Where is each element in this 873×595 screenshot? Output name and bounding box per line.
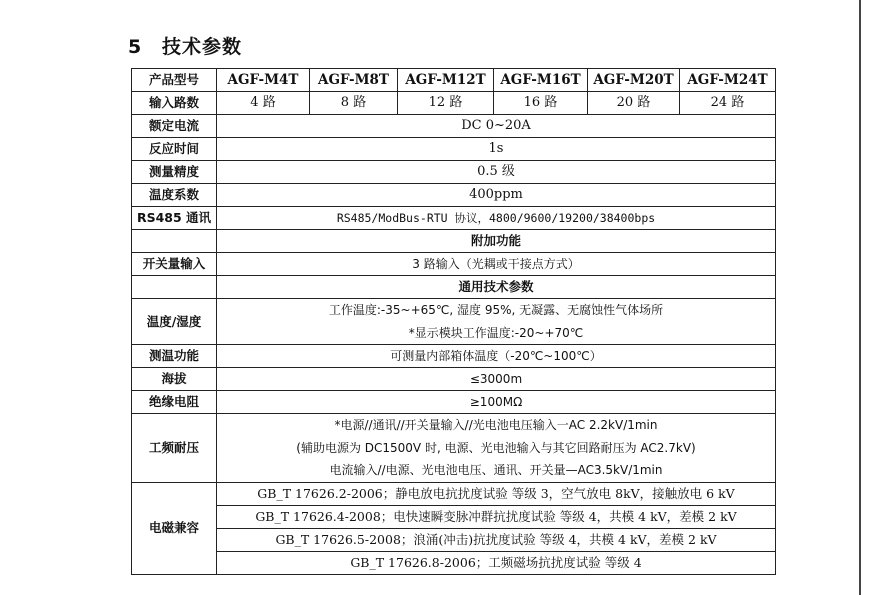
temp-humidity-value xyxy=(217,299,776,345)
row-model xyxy=(132,69,776,92)
row-rs485 xyxy=(132,207,776,230)
row-temp-humidity xyxy=(132,299,776,345)
row-accuracy xyxy=(132,161,776,184)
rated-current-value: DC 0~20A xyxy=(217,115,776,138)
channels-cell: 20 路 xyxy=(588,92,680,115)
section-number: 5 xyxy=(128,36,143,58)
row-switch-input xyxy=(132,253,776,276)
withstand-line: *电源//通讯//开关量输入//光电池电压输入一AC 2.2kV/1min xyxy=(334,418,658,432)
temp-coeff-value: 400ppm xyxy=(217,184,776,207)
section-title: 技术参数 xyxy=(162,36,243,58)
label-accuracy: 测量精度 xyxy=(132,161,217,184)
row-general-header xyxy=(132,276,776,299)
label-response-time: 反应时间 xyxy=(132,138,217,161)
label-rated-current: 额定电流 xyxy=(132,115,217,138)
row-additional-header xyxy=(132,230,776,253)
emc-standard: GB_T 17626.4-2008；电快速瞬变脉冲群抗扰度试验 等级 4，共模 4 kV，差模 2 kV xyxy=(217,505,776,528)
model-cell: AGF-M20T xyxy=(588,69,680,92)
label-insulation: 绝缘电阻 xyxy=(132,391,217,414)
label-withstand: 工频耐压 xyxy=(132,414,217,483)
label-altitude: 海拔 xyxy=(132,368,217,391)
label-switch-input: 开关量输入 xyxy=(132,253,217,276)
label-temp-humidity: 温度/湿度 xyxy=(132,299,217,345)
page-edge-line xyxy=(859,0,861,595)
row-emc xyxy=(132,528,776,551)
channels-cell: 4 路 xyxy=(217,92,310,115)
temp-measure-value: 可测量内部箱体温度（-20℃~100℃） xyxy=(217,345,776,368)
channels-cell: 16 路 xyxy=(494,92,588,115)
row-response-time xyxy=(132,138,776,161)
accuracy-value: 0.5 级 xyxy=(217,161,776,184)
withstand-value xyxy=(217,414,776,483)
label-emc: 电磁兼容 xyxy=(132,482,217,574)
model-cell: AGF-M4T xyxy=(217,69,310,92)
row-channels xyxy=(132,92,776,115)
insulation-value: ≥100MΩ xyxy=(217,391,776,414)
general-params-header: 通用技术参数 xyxy=(217,276,776,299)
response-time-value: 1s xyxy=(217,138,776,161)
emc-standard: GB_T 17626.2-2006；静电放电抗扰度试验 等级 3，空气放电 8kV，接触放电 6 kV xyxy=(217,482,776,505)
model-cell: AGF-M16T xyxy=(494,69,588,92)
channels-cell: 12 路 xyxy=(398,92,494,115)
row-emc xyxy=(132,505,776,528)
row-temp-coeff xyxy=(132,184,776,207)
label-model: 产品型号 xyxy=(132,69,217,92)
row-insulation xyxy=(132,391,776,414)
withstand-line: (辅助电源为 DC1500V 时, 电源、光电池输入与其它回路耐压为 AC2.7kV) xyxy=(296,440,696,455)
empty-label-cell xyxy=(132,276,217,299)
additional-functions-header: 附加功能 xyxy=(217,230,776,253)
label-temp-measure: 测温功能 xyxy=(132,345,217,368)
model-cell: AGF-M8T xyxy=(310,69,398,92)
section-heading xyxy=(128,32,242,59)
label-channels: 输入路数 xyxy=(132,92,217,115)
model-cell: AGF-M12T xyxy=(398,69,494,92)
spec-table xyxy=(131,68,776,575)
empty-label-cell xyxy=(132,230,217,253)
row-emc xyxy=(132,551,776,574)
row-emc xyxy=(132,482,776,505)
channels-cell: 8 路 xyxy=(310,92,398,115)
withstand-line: 电流输入//电源、光电池电压、通讯、开关量—AC3.5kV/1min xyxy=(329,463,663,477)
temp-humidity-line: 工作温度:-35~+65℃, 湿度 95%, 无凝露、无腐蚀性气体场所 xyxy=(328,303,664,317)
rs485-value: RS485/ModBus-RTU 协议，4800/9600/19200/38400bps xyxy=(217,207,776,230)
emc-standard: GB_T 17626.8-2006；工频磁场抗扰度试验 等级 4 xyxy=(217,551,776,574)
altitude-value: ≤3000m xyxy=(217,368,776,391)
temp-humidity-line: *显示模块工作温度:-20~+70℃ xyxy=(408,325,584,340)
emc-standard: GB_T 17626.5-2008；浪涌(冲击)抗扰度试验 等级 4，共模 4 kV，差模 2 kV xyxy=(217,528,776,551)
row-rated-current xyxy=(132,115,776,138)
switch-input-value: 3 路输入（光耦或干接点方式） xyxy=(217,253,776,276)
channels-cell: 24 路 xyxy=(680,92,776,115)
row-temp-measure xyxy=(132,345,776,368)
label-rs485: RS485 通讯 xyxy=(132,207,217,230)
model-cell: AGF-M24T xyxy=(680,69,776,92)
label-temp-coeff: 温度系数 xyxy=(132,184,217,207)
row-altitude xyxy=(132,368,776,391)
row-withstand xyxy=(132,414,776,483)
